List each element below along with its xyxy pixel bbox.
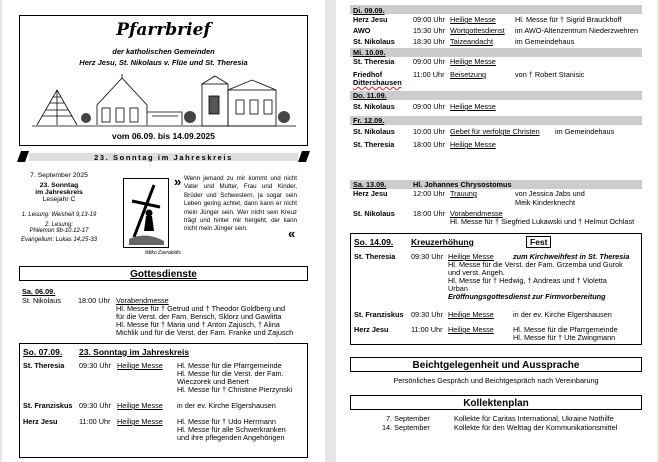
sa-time: 18:00 Uhr xyxy=(78,296,111,305)
so-entry-1-note-1: Hl. Messe für die Pfarrgemeinde xyxy=(177,361,282,370)
header-box xyxy=(19,15,308,146)
so-entry-3-note-2: Hl. Messe für alle Schwerkranken xyxy=(177,425,286,434)
di-row-2-time: 15:30 Uhr xyxy=(413,26,446,35)
fr-row-2-place: St. Theresia xyxy=(353,140,395,149)
sa-note-3: Hl. Messe für † Maria und † Anton Zajusch, † Alina xyxy=(116,320,280,329)
so14-row-3-note-2: Hl. Messe für † Ute Zwingmann xyxy=(513,333,616,342)
di-date: Di. 09.09. xyxy=(353,6,385,15)
fr-row-1-note: im Gemeindehaus xyxy=(555,127,615,136)
di-row-2-note: im AWO-Altenzentrum Niederzwehren xyxy=(515,26,639,35)
do-date: Do. 11.09. xyxy=(353,91,387,100)
beicht-text: Persönliches Gespräch und Beichtgespräch nach Vereinbarung xyxy=(393,376,599,385)
mi-row-2-note: von † Robert Stanisic xyxy=(515,70,585,79)
so14-row-1-note-4: Hl. Messe für † Hedwig, † Andreas und † Violetta xyxy=(448,276,607,285)
so-entry-3-event: Heilige Messe xyxy=(117,417,163,426)
mi-row-2-time: 11:00 Uhr xyxy=(413,70,445,79)
newsletter-title: Pfarrbrief xyxy=(116,20,211,40)
kollekte-2-date: 14. September xyxy=(382,423,430,432)
beicht-heading-box xyxy=(350,357,642,372)
so14-row-2-note-1: in der ev. Kirche Elgershausen xyxy=(513,310,612,319)
left-page xyxy=(2,0,325,462)
reading-2-label: 2. Lesung: xyxy=(44,222,74,228)
mi-date: Mi. 10.09. xyxy=(353,48,386,57)
gospel: Evangelium: Lukas 14,25-33 xyxy=(20,237,98,243)
sa-row-1-event: Trauung xyxy=(450,189,477,198)
so14-date: So. 14.09. xyxy=(354,237,394,247)
so14-title: Kreuzerhöhung xyxy=(411,237,474,247)
fr-row-1-place: St. Nikolaus xyxy=(353,127,395,136)
date-range: vom 06.09. bis 14.09.2025 xyxy=(111,131,216,141)
mi-row-1-event: Heilige Messe xyxy=(450,57,496,66)
quote-open-mark: » xyxy=(174,174,182,189)
so-entry-1-note-3: Wieczorek und Benert xyxy=(177,377,249,386)
so-entry-1-note-4: Hl. Messe für † Christine Pierzynski xyxy=(177,385,293,394)
so-date: So. 07.09. xyxy=(23,347,63,357)
so14-row-1-note-2: Hl. Messe für die Verst. der Fam. Grzemba und Gurok xyxy=(448,260,623,269)
sa-row-1-note-2: Meik Kinderknecht xyxy=(515,198,576,207)
di-row-1-time: 09:00 Uhr xyxy=(413,15,446,24)
mi-row-2-place2: Dittershausen xyxy=(353,78,402,87)
sa-title: Hl. Johannes Chrysostomus xyxy=(413,180,512,189)
di-date-bar xyxy=(350,5,642,14)
mi-row-1-place: St. Theresia xyxy=(353,57,395,66)
mi-date-bar xyxy=(350,48,642,57)
sa-row-1-time: 12:00 Uhr xyxy=(413,189,446,198)
so14-row-1-event: Heilige Messe xyxy=(448,252,494,261)
sunday-name-1: 23. Sonntag xyxy=(39,182,79,189)
lesejahr: Lesejahr C xyxy=(42,196,76,203)
kollekte-2-text: Kollekte für den Welttag der Kommunikationsmittel xyxy=(454,423,618,432)
banner-right-mark xyxy=(298,151,310,162)
sa-row-2-place: St. Nikolaus xyxy=(353,209,395,218)
sunday-name-2: im Jahreskreis xyxy=(35,189,83,196)
fr-date: Fr. 12.09. xyxy=(353,116,385,125)
fr-date-bar xyxy=(350,116,642,125)
so14-row-2-time: 09:30 Uhr xyxy=(411,310,444,319)
sa-row-2-time: 18:00 Uhr xyxy=(413,209,446,218)
di-row-2-place: AWO xyxy=(353,26,371,35)
reading-1: 1. Lesung: Weisheit 9,13-19 xyxy=(21,212,97,218)
so-entry-1-place: St. Theresia xyxy=(23,361,65,370)
kollekte-1-text: Kollekte für Caritas International, Ukraine Nothilfe xyxy=(454,414,614,423)
sa-event: Vorabendmesse xyxy=(116,296,169,305)
sunday-date: 7. September 2025 xyxy=(30,172,88,179)
so14-row-2-event: Heilige Messe xyxy=(448,310,494,319)
readings-panel xyxy=(19,172,99,243)
do-row-1-event: Heilige Messe xyxy=(450,102,496,111)
so-entry-2-time: 09:30 Uhr xyxy=(79,401,112,410)
gospel-quote: Wenn jemand zu mir kommt und nicht Vater und Mutter, Frau und Kinder, Brüder und Schwestern, ja sogar sein Leben gering achtet, dann kann er nicht mein Jünger sein. Wer nicht sein Kreuz trägt und hinter mir hergeht, der kann nicht mein Jünger sein. xyxy=(184,175,297,233)
so-entry-3-note-1: Hl. Messe für † Udo Herrmann xyxy=(177,417,276,426)
so14-row-3-note-1: Hl. Messe für die Pfarrgemeinde xyxy=(513,325,618,334)
so14-row-2-place: St. Franziskus xyxy=(354,310,404,319)
gottesdienste-heading-box xyxy=(19,266,308,281)
sunday-banner xyxy=(19,151,308,162)
sa-note-2: für die Verst. der Fam. Bensch, Sklorz und Gawlitta xyxy=(116,312,282,321)
saturday-section xyxy=(22,287,312,343)
do-row-1-place: St. Nikolaus xyxy=(353,102,395,111)
so-entry-3-time: 11:00 Uhr xyxy=(79,417,111,426)
mi-row-2-place: Friedhof xyxy=(353,70,383,79)
sunday-14-box xyxy=(350,233,642,345)
sa-date: Sa. 06.09. xyxy=(22,287,56,296)
di-row-2-event: Wortgottesdienst xyxy=(450,26,505,35)
mi-row-1-time: 09:00 Uhr xyxy=(413,57,446,66)
fr-row-2-event: Heilige Messe xyxy=(450,140,496,149)
sa-date-right: Sa. 13.09. xyxy=(353,180,387,189)
right-page xyxy=(336,0,657,462)
sa-row-2-event: Vorabendmesse xyxy=(450,209,503,218)
banner-text: 23. Sonntag im Jahreskreis xyxy=(94,153,233,162)
so-entry-2-place: St. Franziskus xyxy=(23,401,73,410)
so14-row-3-event: Heilige Messe xyxy=(448,325,494,334)
so14-row-1-note-3: und verst. Angeh. xyxy=(448,268,505,277)
so14-row-1-note-1: zum Kirchweihfest in St. Theresia xyxy=(513,252,630,261)
subtitle-line2: Herz Jesu, St. Nikolaus v. Flüe und St. Theresia xyxy=(79,58,248,67)
sa-note-4: Michlik und für die Verst. der Fam. Franke und Zajusch xyxy=(116,328,294,337)
so14-row-1-note-5: Urban xyxy=(448,284,468,293)
so-title: 23. Sonntag im Jahreskreis xyxy=(79,347,190,357)
so-entry-2-note-1: in der ev. Kirche Elgershausen xyxy=(177,401,276,410)
sa-row-2-note-1: Hl. Messe für † Siegfried Lukawski und † Helmut Ochlast xyxy=(450,217,635,226)
so-entry-3-place: Herz Jesu xyxy=(23,417,58,426)
so-entry-1-event: Heilige Messe xyxy=(117,361,163,370)
fest-badge: Fest xyxy=(526,236,551,248)
sa-place: St. Nikolaus xyxy=(22,296,61,305)
sa-row-1-place: Herz Jesu xyxy=(353,189,388,198)
do-date-bar xyxy=(350,91,642,100)
so14-row-3-time: 11:00 Uhr xyxy=(411,325,443,334)
mi-row-2-event: Beisetzung xyxy=(450,70,487,79)
so-entry-3-note-3: und ihre pflegenden Angehörigen xyxy=(177,433,285,442)
so14-row-3-place: Herz Jesu xyxy=(354,325,389,334)
so-entry-1-time: 09:30 Uhr xyxy=(79,361,112,370)
quote-close-mark: « xyxy=(288,226,296,241)
cross-illustration-frame xyxy=(123,178,169,248)
gottesdienste-heading: Gottesdienste xyxy=(130,269,197,280)
illustration-credit: Ildiko Zavrakidis xyxy=(145,250,181,256)
di-row-3-event: Taizeandacht xyxy=(450,37,494,46)
di-row-1-note: Hl. Messe für † Sigrid Brauckhoff xyxy=(515,15,622,24)
fr-row-2-time: 18:00 Uhr xyxy=(413,140,446,149)
so14-row-1-note-6: Eröffnungsgottesdienst zur Firmvorbereitung xyxy=(448,292,606,301)
di-row-1-event: Heilige Messe xyxy=(450,15,496,24)
beicht-heading: Beichtgelegenheit und Aussprache xyxy=(412,360,580,371)
di-row-3-place: St. Nikolaus xyxy=(353,37,395,46)
sa-note-1: Hl. Messe für † Getrud und † Theodor Goldberg und xyxy=(116,304,286,313)
so14-row-1-place: St. Theresia xyxy=(354,252,396,261)
kollekten-heading: Kollektenplan xyxy=(463,398,529,409)
so-entry-2-event: Heilige Messe xyxy=(117,401,163,410)
di-row-3-note: im Gemeindehaus xyxy=(515,37,575,46)
churches-illustration xyxy=(32,70,296,130)
sa-row-1-note-1: von Jessica Jabs und xyxy=(515,189,585,198)
cross-bearer-illustration xyxy=(124,179,168,247)
kollekten-heading-box xyxy=(350,395,642,410)
fr-row-1-time: 10:00 Uhr xyxy=(413,127,446,136)
banner-left-mark xyxy=(17,151,29,162)
di-row-1-place: Herz Jesu xyxy=(353,15,388,24)
reading-2: Philemon 9b-10.12-17 xyxy=(29,228,89,234)
subtitle-line1: der katholischen Gemeinden xyxy=(112,47,215,56)
di-row-3-time: 18:30 Uhr xyxy=(413,37,446,46)
kollekte-1-date: 7. September xyxy=(386,414,430,423)
do-row-1-time: 09:00 Uhr xyxy=(413,102,446,111)
so-entry-1-note-2: Hl. Messe für die Verst. der Fam. xyxy=(177,369,284,378)
so14-row-1-time: 09:30 Uhr xyxy=(411,252,444,261)
fr-row-1-event: Gebet für verfolgte Christen xyxy=(450,127,540,136)
sunday-box xyxy=(19,343,308,458)
